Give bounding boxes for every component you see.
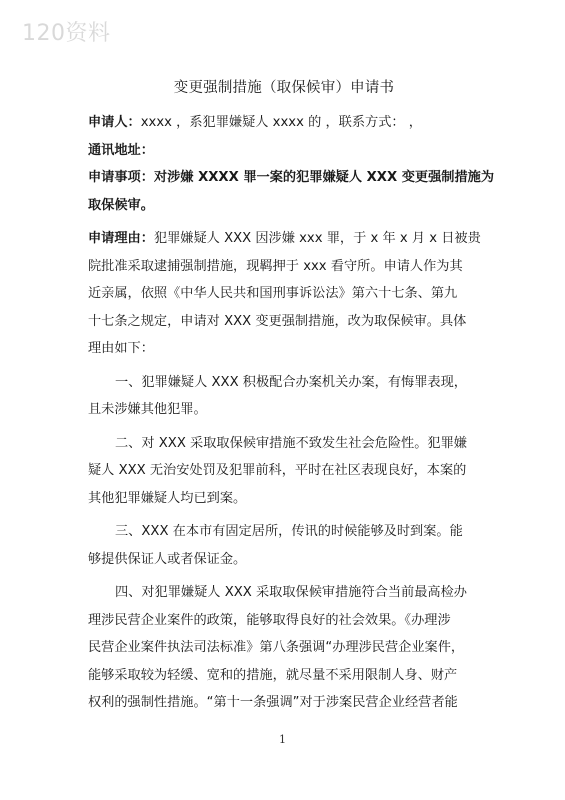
reason-line: 十七条之规定，申请对 XXX 变更强制措施，改为取保候审。具体 — [88, 313, 467, 329]
reason-line: 院批准采取逮捕强制措施，现羁押于 xxx 看守所。申请人作为其 — [88, 258, 463, 274]
reason-section — [88, 225, 480, 363]
address-label: 通讯地址： — [88, 142, 154, 158]
applicant-line — [88, 109, 480, 137]
point-two — [88, 430, 480, 513]
point-line: 理涉民营企业案件的政策，能够取得良好的社会效果。《办理涉 — [88, 612, 451, 628]
address-line — [88, 137, 480, 165]
matter-line — [88, 164, 495, 192]
point-line: 够提供保证人或者保证金。 — [88, 551, 247, 567]
point-line: 二、对 XXX 采取取保候审措施不致发生社会危险性。犯罪嫌 — [115, 435, 467, 451]
document-body — [88, 78, 495, 723]
reason-line: 理由如下： — [88, 341, 154, 356]
applicant-label: 申请人： — [88, 115, 141, 130]
point-line: 民营企业案件执法司法标准》第八条强调“办理涉民营企业案件， — [88, 640, 465, 655]
reason-label: 申请理由： — [88, 231, 154, 246]
matter-line: 取保候审。 — [88, 197, 154, 213]
document-title: 变更强制措施（取保候审）申请书 — [173, 80, 395, 96]
watermark-logo: 120资料 — [22, 21, 111, 46]
point-line: 权利的强制性措施。“第十一条强调”对于涉案民营企业经营者能 — [88, 695, 458, 710]
point-line: 其他犯罪嫌疑人均已到案。 — [88, 490, 247, 506]
point-line: 疑人 XXX 无治安处罚及犯罪前科，平时在社区表现良好，本案的 — [88, 463, 467, 478]
matter-text: 对涉嫌 XXXX 罪一案的犯罪嫌疑人 XXX 变更强制措施为 — [153, 170, 495, 185]
matter-label: 申请事项： — [88, 170, 154, 185]
page-number: 1 — [279, 733, 286, 746]
reason-line: 近亲属，依照《中华人民共和国刑事诉讼法》第六十七条、第九 — [88, 286, 458, 301]
point-four — [88, 579, 480, 717]
point-line: 能够采取较为轻缓、宽和的措施，就尽量不采用限制人身、财产 — [88, 667, 458, 683]
point-line: 三、XXX 在本市有固定居所，传讯的时候能够及时到案。能 — [115, 524, 463, 539]
point-line: 且未涉嫌其他犯罪。 — [88, 402, 207, 417]
applicant-text: xxxx ，系犯罪嫌疑人 xxxx 的 ，联系方式： ， — [140, 115, 422, 130]
point-line: 四、对犯罪嫌疑人 XXX 采取取保候审措施符合当前最高检办 — [115, 585, 467, 600]
point-line: 一、犯罪嫌疑人 XXX 积极配合办案机关办案，有悔罪表现， — [115, 374, 467, 390]
matter-section — [88, 164, 495, 219]
reason-text: 犯罪嫌疑人 XXX 因涉嫌 xxx 罪，于 x 年 x 月 x 日被贵 — [153, 231, 481, 246]
point-one — [88, 369, 480, 424]
reason-line — [88, 225, 480, 253]
point-three — [88, 518, 480, 573]
